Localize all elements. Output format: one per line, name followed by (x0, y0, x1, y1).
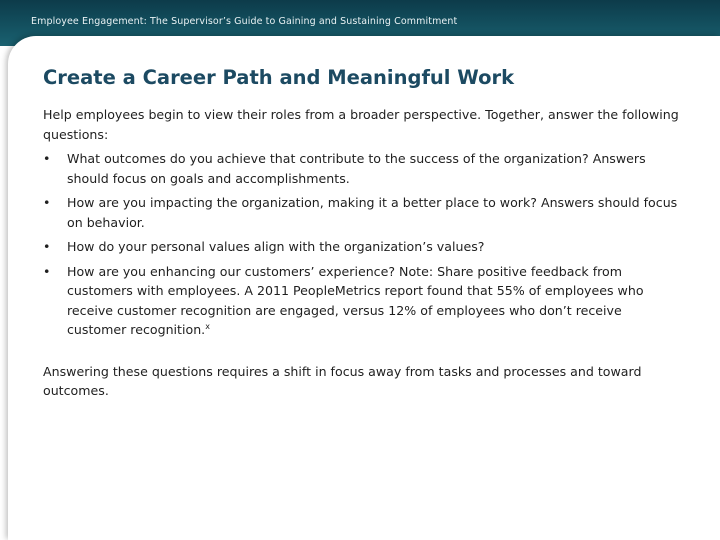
bullet-icon: • (43, 239, 51, 254)
question-list (43, 149, 683, 340)
closing-paragraph: Answering these questions requires a shift in focus away from tasks and processes and toward outcomes. (43, 363, 642, 398)
list-item (43, 237, 683, 257)
bullet-icon: • (43, 263, 51, 279)
footnote-marker: x (205, 321, 210, 331)
list-item (43, 262, 683, 340)
list-item-text: How are you enhancing our customers’ experience? Note: Share positive feedback from customers with employees. A 2011 PeopleMetrics report found that 55% of employees who receive customer recognition are engaged, versus 12% of employees who don’t receive customer recognition. (67, 263, 644, 337)
slide-title: Create a Career Path and Meaningful Work (43, 66, 515, 89)
list-item-text: What outcomes do you achieve that contribute to the success of the organization? Answers should focus on goals and accomplishments. (67, 151, 646, 186)
list-item-text: How are you impacting the organization, making it a better place to work? Answers should focus on behavior. (67, 195, 678, 230)
bullet-icon: • (43, 151, 51, 166)
list-item (43, 149, 683, 188)
intro-paragraph: Help employees begin to view their roles from a broader perspective. Together, answer the following questions: (43, 107, 679, 142)
slide-content (43, 105, 683, 401)
header-title: Employee Engagement: The Supervisor’s Guide to Gaining and Sustaining Commitment (31, 16, 458, 27)
bullet-icon: • (43, 195, 51, 210)
list-item-text: How do your personal values align with the organization’s values? (67, 239, 485, 254)
list-item (43, 193, 683, 232)
